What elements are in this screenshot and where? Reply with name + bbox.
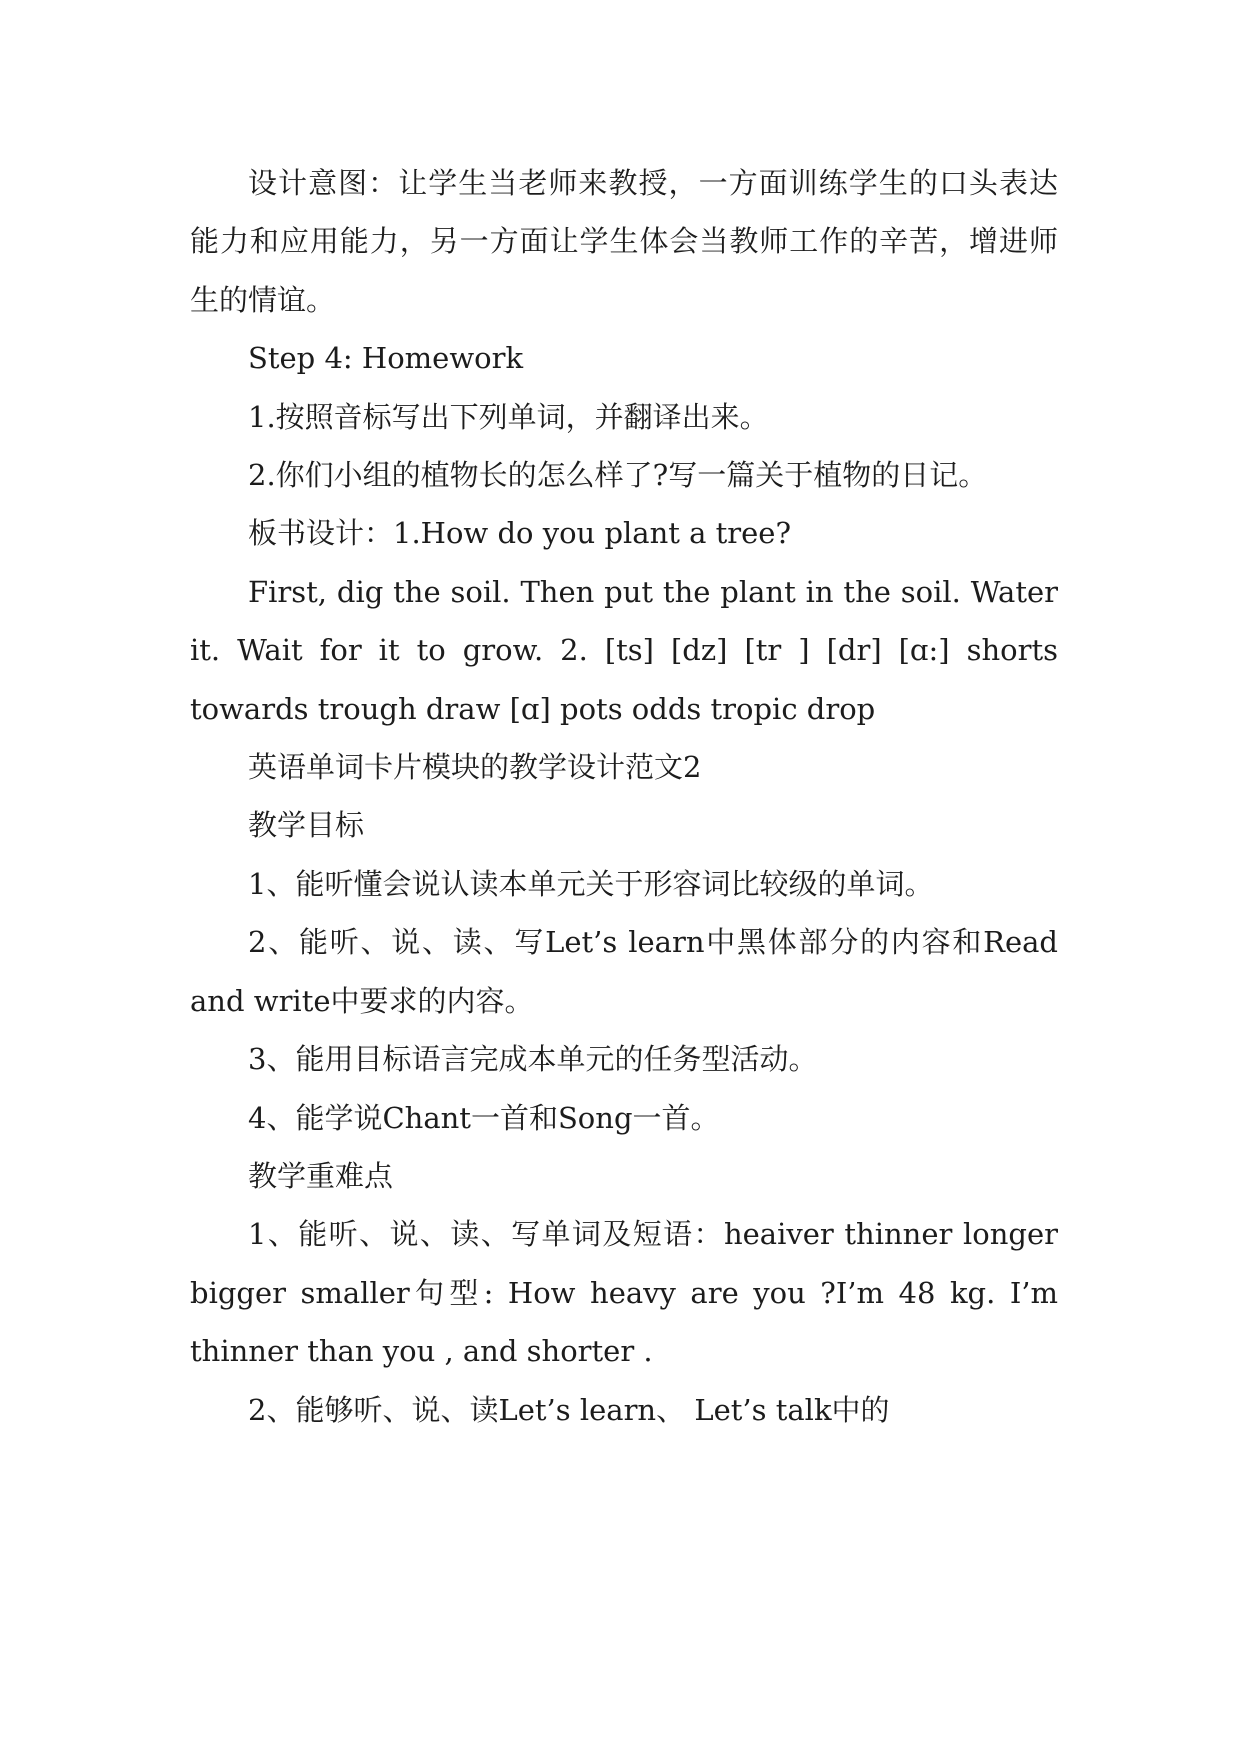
section-title: 英语单词卡片模块的教学设计范文2 [248,750,702,785]
paragraph-board-sentences: First, dig the soil. Then put the plant in the soil. Water it. Wait for it to grow. 2. [ts] [dz] [tr ] [dr] [ɑ:] shorts towards trough draw [ɑ] pots odds tropic drop [190,574,1058,726]
paragraph-design-intent: 设计意图：让学生当老师来教授，一方面训练学生的口头表达能力和应用能力，另一方面让学生体会当教师工作的辛苦，增进师生的情谊。 [190,166,1058,317]
heading-teaching-goals: 教学目标 [248,808,365,843]
key-point-item-2: 2、能够听、说、读Let’s learn、 Let’s talk中的 [248,1392,890,1427]
paragraph-homework-1: 1.按照音标写出下列单词，并翻译出来。 [248,399,769,434]
goal-item-2: 2、能听、说、读、写Let’s learn中黑体部分的内容和Read and write中要求的内容。 [190,925,1058,1018]
goal-item-3: 3、能用目标语言完成本单元的任务型活动。 [248,1042,818,1077]
paragraph-step-heading: Step 4: Homework [248,341,524,376]
goal-item-4: 4、能学说Chant一首和Song一首。 [248,1100,720,1135]
paragraph-board-design: 板书设计：1.How do you plant a tree? [248,516,792,551]
paragraph-homework-2: 2.你们小组的植物长的怎么样了?写一篇关于植物的日记。 [248,458,988,493]
key-point-item-1: 1、能听、说、读、写单词及短语：heaiver thinner longer bigger smaller句型: How heavy are you ?I’m 48 kg. I’m thinner than you , and shorter . [190,1217,1058,1369]
heading-key-points: 教学重难点 [248,1158,394,1193]
document-body [190,154,1058,1439]
goal-item-1: 1、能听懂会说认读本单元关于形容词比较级的单词。 [248,866,934,901]
